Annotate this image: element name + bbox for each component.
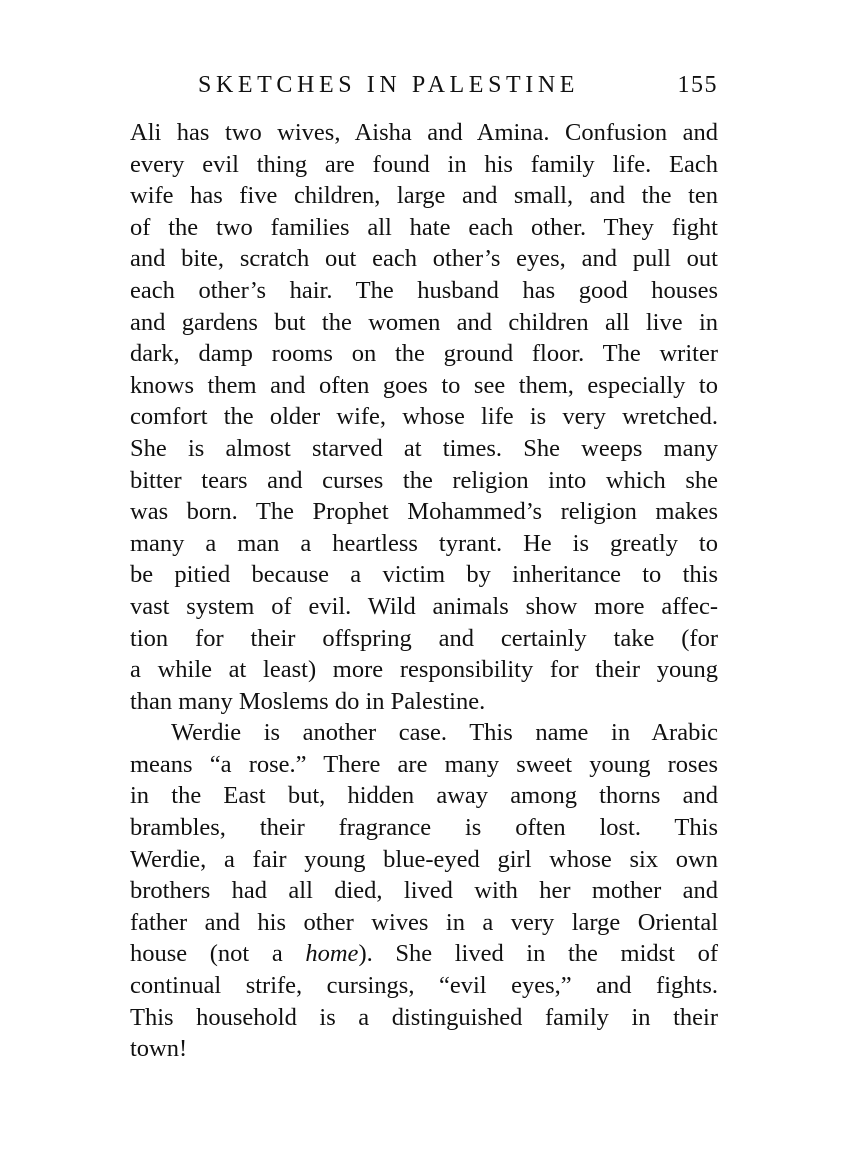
text-line-with-emphasis <box>130 938 718 970</box>
italic-word: home <box>305 940 359 968</box>
text-line: a while at least) more responsibility for their young <box>130 656 718 684</box>
text-line: brambles, their fragrance is often lost. This <box>130 814 718 842</box>
text-line: Ali has two wives, Aisha and Amina. Confusion and <box>130 119 718 146</box>
text-line: She is almost starved at times. She weeps many <box>130 434 718 462</box>
text-line: in the East but, hidden away among thorns and <box>130 782 718 810</box>
text-line: continual strife, cursings, “evil eyes,” and fights. <box>130 972 718 1000</box>
page-number: 155 <box>677 72 718 98</box>
text-line: every evil thing are found in his family life. Each <box>130 150 718 178</box>
text-line: and bite, scratch out each other’s eyes, and pull out <box>130 245 718 273</box>
text-line: many a man a heartless tyrant. He is greatly to <box>130 529 718 557</box>
running-head <box>130 66 718 106</box>
text-line: father and his other wives in a very large Oriental <box>130 908 718 936</box>
text-line: than many Moslems do in Palestine. <box>130 687 486 715</box>
text-line: brothers had all died, lived with her mother and <box>130 877 718 905</box>
text-run: house (not a <box>130 940 306 968</box>
text-line: each other’s hair. The husband has good houses <box>130 276 718 304</box>
text-line: wife has five children, large and small, and the ten <box>130 182 718 210</box>
text-line: Werdie is another case. This name in Arabic <box>171 719 718 747</box>
text-line: was born. The Prophet Mohammed’s religion makes <box>130 498 718 526</box>
text-line: knows them and often goes to see them, especially to <box>130 371 718 399</box>
text-line: Werdie, a fair young blue-eyed girl whose six own <box>130 845 718 873</box>
text-line: be pitied because a victim by inheritance to this <box>130 561 718 589</box>
text-line: town! <box>130 1035 188 1063</box>
text-run: ). She lived in the midst of <box>358 940 719 968</box>
body-text <box>130 117 718 1065</box>
text-line: comfort the older wife, whose life is very wretched. <box>130 403 718 431</box>
running-title: SKETCHES IN PALESTINE <box>198 72 580 98</box>
text-line: dark, damp rooms on the ground floor. The writer <box>130 340 718 368</box>
text-line: means “a rose.” There are many sweet young roses <box>130 750 718 778</box>
text-line: This household is a distinguished family in their <box>130 1003 718 1031</box>
paragraph-1 <box>130 117 718 717</box>
text-line: of the two families all hate each other. They fight <box>130 213 718 241</box>
text-line: bitter tears and curses the religion into which she <box>130 466 718 494</box>
text-line: tion for their offspring and certainly take (for <box>130 624 718 652</box>
text-line: vast system of evil. Wild animals show more affec- <box>130 592 718 620</box>
text-line: and gardens but the women and children all live in <box>130 308 718 336</box>
paragraph-2 <box>130 717 718 1065</box>
